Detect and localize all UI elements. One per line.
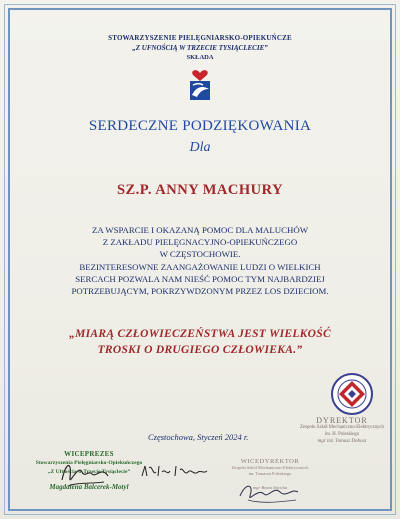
vice-director-role: WICEDYREKTOR	[240, 458, 300, 465]
vice-president-stamp	[34, 450, 144, 492]
body-text	[0, 224, 400, 297]
body-line: POTRZEBUJĄCYM, POKRZYWDZONYM PRZEZ LOS DZIECIOM.	[71, 286, 329, 297]
body-line: ZA WSPARCIE I OKAZANĄ POMOC DLA MALUCHÓW	[91, 225, 309, 235]
body-line: W CZĘSTOCHOWIE.	[159, 249, 241, 260]
vice-president-org-line: Stowarzyszenia Pielęgniarsko-Opiekuńczego	[35, 460, 143, 466]
director-signature-block	[292, 417, 392, 445]
vice-director-name: mgr Beata Szpicka	[252, 485, 288, 490]
organization-motto: „Z UFNOŚCIĄ W TRZECIE TYSIĄCLECIE”	[132, 44, 268, 52]
quote-line: TROSKI O DRUGIEGO CZŁOWIEKA.”	[97, 344, 303, 356]
school-seal-icon	[330, 372, 374, 416]
director-org-line: im. H. Poleskiego	[324, 432, 360, 437]
director-name: mgr inż. Tomasz Dobosz	[317, 439, 367, 444]
for-label: Dla	[189, 140, 211, 155]
director-org-line: Zespołu Szkół Mechaniczno-Elektrycznych	[300, 425, 384, 430]
vice-president-name: Magdalena Balcerek-Motyl	[49, 483, 129, 491]
vice-president-org-line: „Z Ufnością w Trzecie Tysiąclecie”	[47, 469, 131, 475]
recipient-name: SZ.P. ANNY MACHURY	[116, 182, 284, 198]
place-date: Częstochowa, Styczeń 2024 r.	[148, 432, 249, 442]
vice-director-org-line: Zespołu Szkół Mechaniczno-Elektrycznych	[231, 465, 309, 470]
body-line: SERCACH POZWALA NAM NIEŚĆ POMOC TYM NAJBARDZIEJ	[75, 273, 325, 284]
director-role: DYREKTOR	[316, 416, 368, 425]
organization-verb: SKŁADA	[186, 54, 214, 61]
quote-line: „MIARĄ CZŁOWIECZEŃSTWA JEST WIELKOŚĆ	[69, 328, 331, 340]
certificate-title: SERDECZNE PODZIĘKOWANIA	[88, 118, 312, 134]
vice-president-role: WICEPREZES	[64, 450, 114, 458]
body-line: BEZINTERESOWNE ZAANGAŻOWANIE LUDZI O WIELKICH	[79, 261, 321, 272]
vice-director-stamp	[215, 459, 325, 491]
quote	[0, 326, 400, 358]
heart-hand-logo-icon	[187, 67, 213, 101]
body-line: Z ZAKŁADU PIELĘGNACYJNO-OPIEKUŃCZEGO	[102, 237, 298, 248]
organization-name: STOWARZYSZENIE PIELĘGNIARSKO-OPIEKUŃCZE	[108, 34, 292, 42]
handwritten-signature-center	[140, 462, 210, 482]
vice-director-org-line: im. Tomasza Poleskiego	[248, 471, 292, 476]
